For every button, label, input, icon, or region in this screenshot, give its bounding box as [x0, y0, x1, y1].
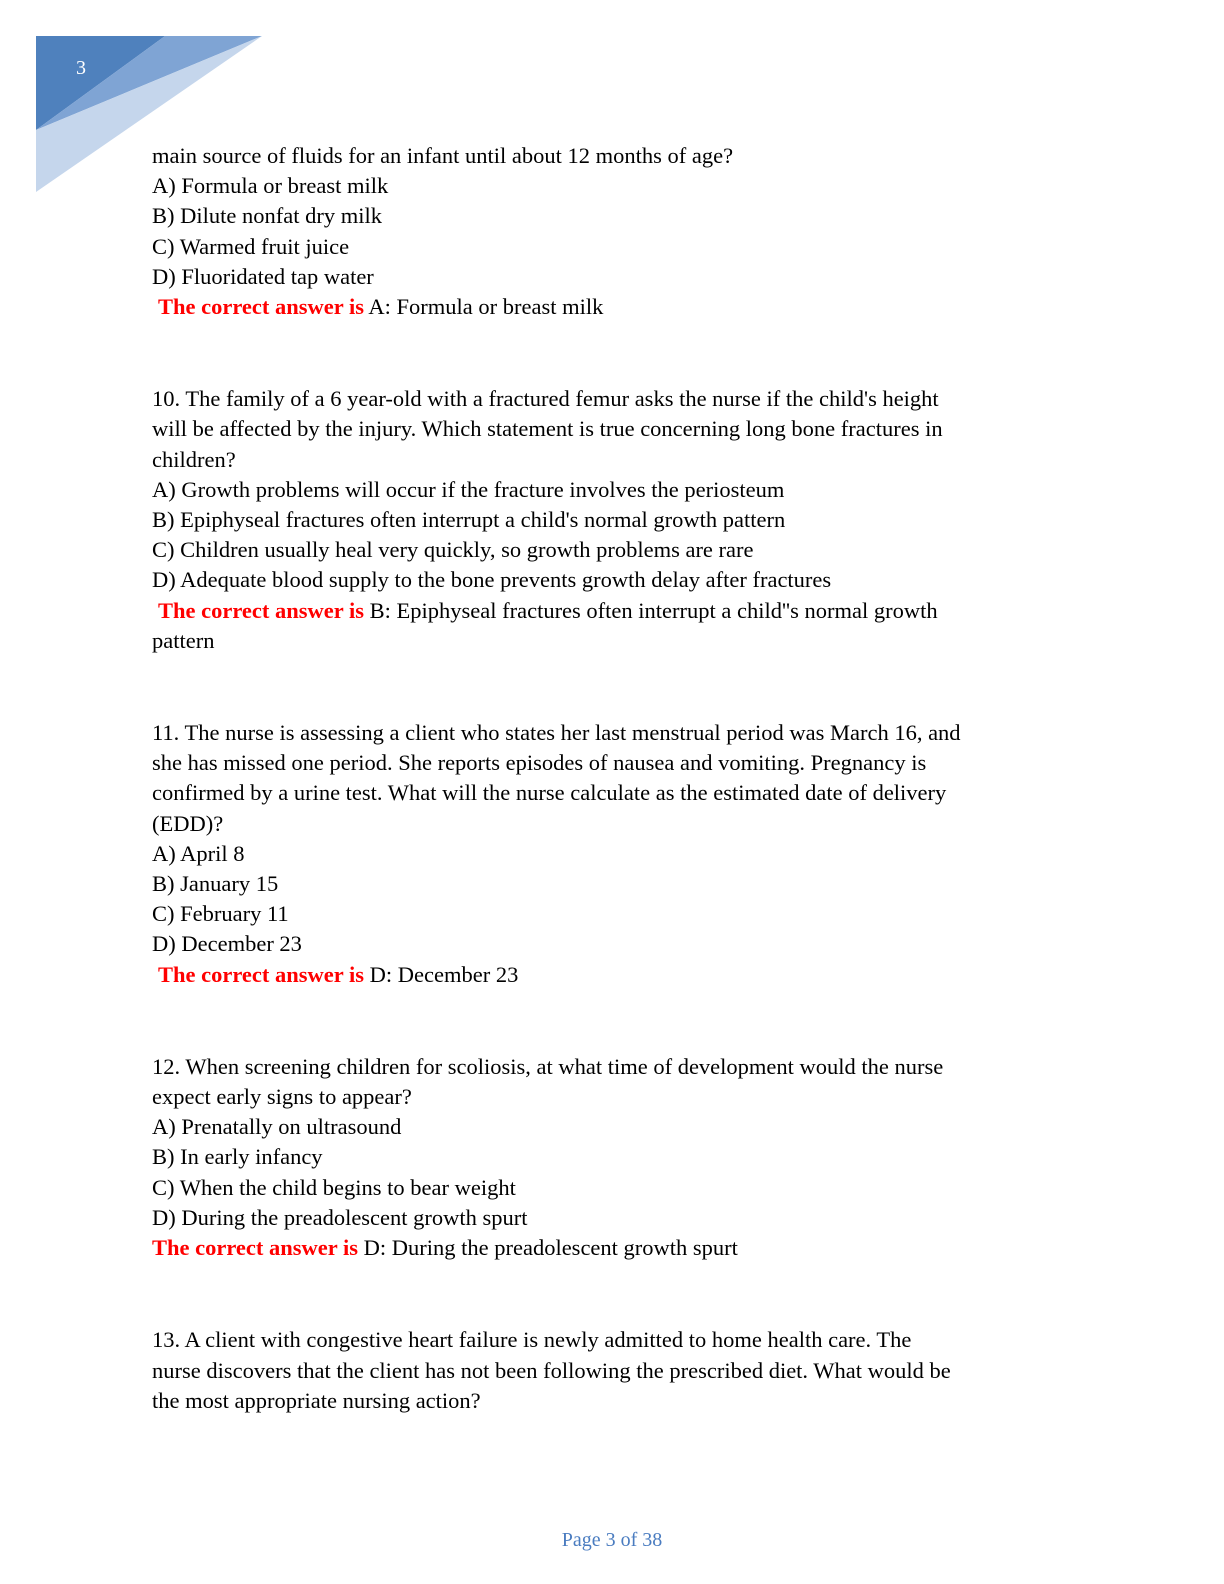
question-text-line-1: 10. The family of a 6 year-old with a fractured femur asks the nurse if the child's height	[152, 386, 939, 412]
option-d: D) December 23	[152, 931, 302, 957]
answer-text: D: During the preadolescent growth spurt	[358, 1235, 738, 1261]
answer-prefix: The correct answer is	[152, 1235, 358, 1261]
option-b: B) Epiphyseal fractures often interrupt a child's normal growth pattern	[152, 507, 786, 533]
question-text-line-2: expect early signs to appear?	[152, 1084, 412, 1110]
option-b: B) January 15	[152, 871, 279, 897]
question-text-line-1: 13. A client with congestive heart failure is newly admitted to home health care. The	[152, 1327, 912, 1353]
option-a: A) Growth problems will occur if the fracture involves the periosteum	[152, 476, 785, 502]
answer-line	[152, 292, 1072, 322]
question-12	[152, 1052, 1072, 1263]
question-text-line-1: 12. When screening children for scoliosis, at what time of development would the nurse	[152, 1053, 944, 1079]
question-text-line-2: nurse discovers that the client has not been following the prescribed diet. What would be	[152, 1357, 951, 1383]
corner-page-number: 3	[76, 57, 86, 79]
answer-line	[152, 596, 1072, 626]
answer-text: B: Epiphyseal fractures often interrupt a child''s normal growth	[364, 597, 938, 623]
question-text-line-3: children?	[152, 446, 236, 472]
answer-line	[152, 1233, 1072, 1263]
option-b: B) In early infancy	[152, 1144, 323, 1170]
option-c: C) February 11	[152, 901, 289, 927]
option-d: D) Adequate blood supply to the bone prevents growth delay after fractures	[152, 567, 832, 593]
answer-prefix: The correct answer is	[158, 597, 364, 623]
answer-continuation: pattern	[152, 627, 215, 653]
answer-prefix: The correct answer is	[158, 961, 364, 987]
page-footer: Page 3 of 38	[561, 1529, 663, 1551]
option-a: A) Formula or breast milk	[152, 173, 389, 199]
answer-text: A: Formula or breast milk	[364, 294, 604, 320]
answer-prefix: The correct answer is	[158, 294, 364, 320]
question-text-line-4: (EDD)?	[152, 810, 224, 836]
question-text-line-3: the most appropriate nursing action?	[152, 1387, 481, 1413]
option-a: A) Prenatally on ultrasound	[152, 1114, 402, 1140]
option-c: C) Children usually heal very quickly, so growth problems are rare	[152, 537, 754, 563]
option-d: D) During the preadolescent growth spurt	[152, 1204, 528, 1230]
question-text-line-2: will be affected by the injury. Which statement is true concerning long bone fractures in	[152, 416, 943, 442]
question-text-line-2: she has missed one period. She reports episodes of nausea and vomiting. Pregnancy is	[152, 750, 927, 776]
question-11	[152, 718, 1072, 990]
question-text: main source of fluids for an infant until about 12 months of age?	[152, 143, 734, 168]
question-10	[152, 384, 1072, 656]
question-9	[152, 141, 1072, 322]
option-d: D) Fluoridated tap water	[152, 263, 374, 289]
option-a: A) April 8	[152, 840, 245, 866]
question-13	[152, 1325, 1072, 1416]
question-text-line-1: 11. The nurse is assessing a client who states her last menstrual period was March 16, and	[152, 720, 961, 746]
answer-text: D: December 23	[364, 961, 519, 987]
option-c: C) When the child begins to bear weight	[152, 1174, 516, 1200]
option-c: C) Warmed fruit juice	[152, 233, 350, 259]
question-text-line-3: confirmed by a urine test. What will the nurse calculate as the estimated date of delivery	[152, 780, 947, 806]
answer-line	[152, 960, 1072, 990]
document-body	[152, 141, 1072, 1478]
option-b: B) Dilute nonfat dry milk	[152, 203, 382, 229]
